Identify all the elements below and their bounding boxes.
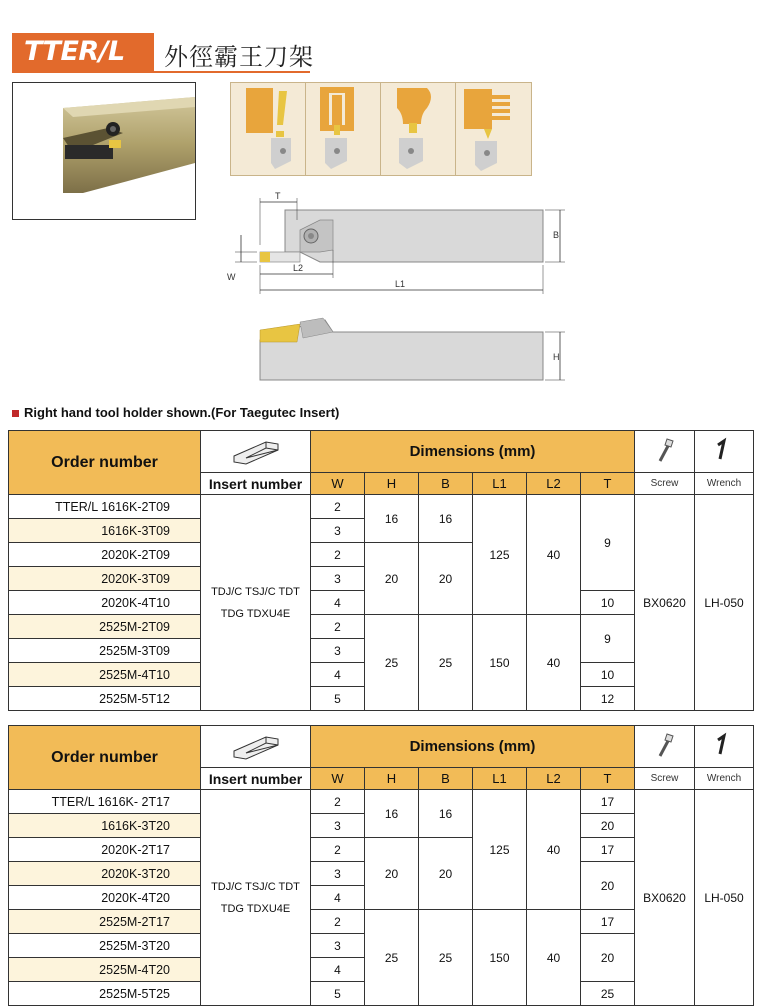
dimension-drawing bbox=[215, 190, 575, 390]
order-number: 2020K-3T20 bbox=[9, 862, 201, 886]
order-number: 2525M-2T17 bbox=[9, 910, 201, 934]
w-value: 4 bbox=[311, 591, 365, 615]
order-number: 2525M-2T09 bbox=[9, 615, 201, 639]
order-number: 2525M-3T09 bbox=[9, 639, 201, 663]
t-value: 9 bbox=[581, 495, 635, 591]
w-value: 4 bbox=[311, 663, 365, 687]
order-number-header: Order number bbox=[9, 431, 201, 495]
b-value: 20 bbox=[419, 543, 473, 615]
insert-number-header: Insert number bbox=[201, 768, 311, 790]
order-number: TTER/L 1616K- 2T17 bbox=[9, 790, 201, 814]
wrench-header: Wrench bbox=[695, 768, 754, 790]
t-value: 17 bbox=[581, 790, 635, 814]
t-value: 12 bbox=[581, 687, 635, 711]
col-t-header: T bbox=[581, 473, 635, 495]
col-l2-header: L2 bbox=[527, 473, 581, 495]
w-value: 4 bbox=[311, 958, 365, 982]
h-value: 20 bbox=[365, 838, 419, 910]
order-number: 2525M-4T10 bbox=[9, 663, 201, 687]
order-number: 1616K-3T20 bbox=[9, 814, 201, 838]
dimensions-header: Dimensions (mm) bbox=[311, 431, 635, 473]
col-l1-header: L1 bbox=[473, 768, 527, 790]
h-value: 16 bbox=[365, 495, 419, 543]
col-h-header: H bbox=[365, 473, 419, 495]
wrench-header: Wrench bbox=[695, 473, 754, 495]
holder-note bbox=[12, 405, 339, 420]
col-l1-header: L1 bbox=[473, 473, 527, 495]
screw-header: Screw bbox=[635, 768, 695, 790]
dimensions-header: Dimensions (mm) bbox=[311, 726, 635, 768]
w-value: 2 bbox=[311, 615, 365, 639]
dim-label-w: W bbox=[227, 272, 236, 282]
insert-header-cell bbox=[201, 726, 311, 768]
screw-value: BX0620 bbox=[635, 790, 695, 1006]
wrench-value: LH-050 bbox=[695, 790, 754, 1006]
holder-note-text: Right hand tool holder shown.(For Taegutec Insert) bbox=[24, 405, 340, 420]
t-value: 25 bbox=[581, 982, 635, 1006]
col-l2-header: L2 bbox=[527, 768, 581, 790]
l2-value: 40 bbox=[527, 495, 581, 615]
insert-line-1: TDJ/C TSJ/C TDT bbox=[211, 880, 300, 893]
order-number: 2020K-4T10 bbox=[9, 591, 201, 615]
insert-numbers bbox=[201, 790, 311, 1006]
w-value: 2 bbox=[311, 495, 365, 519]
w-value: 2 bbox=[311, 910, 365, 934]
dim-label-h: H bbox=[553, 352, 560, 362]
l2-value: 40 bbox=[527, 910, 581, 1006]
l1-value: 125 bbox=[473, 495, 527, 615]
wrench-header-cell bbox=[695, 726, 754, 768]
screw-header: Screw bbox=[635, 473, 695, 495]
insert-header-cell bbox=[201, 431, 311, 473]
screw-header-cell bbox=[635, 431, 695, 473]
t-value: 17 bbox=[581, 910, 635, 934]
order-number: 2525M-3T20 bbox=[9, 934, 201, 958]
w-value: 3 bbox=[311, 567, 365, 591]
t-value: 9 bbox=[581, 615, 635, 663]
w-value: 5 bbox=[311, 982, 365, 1006]
order-number: TTER/L 1616K-2T09 bbox=[9, 495, 201, 519]
order-number: 2020K-3T09 bbox=[9, 567, 201, 591]
table-row bbox=[9, 495, 754, 519]
wrench-value: LH-050 bbox=[695, 495, 754, 711]
tool-holder-photo-icon bbox=[13, 83, 195, 219]
applications-panel bbox=[230, 82, 532, 176]
l1-value: 150 bbox=[473, 615, 527, 711]
w-value: 5 bbox=[311, 687, 365, 711]
bullet-square-icon bbox=[12, 410, 19, 417]
col-h-header: H bbox=[365, 768, 419, 790]
w-value: 3 bbox=[311, 862, 365, 886]
screw-value: BX0620 bbox=[635, 495, 695, 711]
dim-label-l1: L1 bbox=[395, 279, 406, 289]
order-number: 1616K-3T09 bbox=[9, 519, 201, 543]
l1-value: 125 bbox=[473, 790, 527, 910]
order-number: 2525M-4T20 bbox=[9, 958, 201, 982]
screw-header-cell bbox=[635, 726, 695, 768]
screw-icon bbox=[653, 437, 677, 463]
order-number: 2020K-2T09 bbox=[9, 543, 201, 567]
b-value: 25 bbox=[419, 910, 473, 1006]
w-value: 4 bbox=[311, 886, 365, 910]
h-value: 25 bbox=[365, 615, 419, 711]
l1-value: 150 bbox=[473, 910, 527, 1006]
insert-line-2: TDG TDXU4E bbox=[220, 607, 291, 620]
col-w-header: W bbox=[311, 473, 365, 495]
header-underline bbox=[12, 71, 310, 73]
w-value: 3 bbox=[311, 639, 365, 663]
table-row bbox=[9, 790, 754, 814]
order-number: 2525M-5T12 bbox=[9, 687, 201, 711]
insert-number-header: Insert number bbox=[201, 473, 311, 495]
order-number: 2020K-4T20 bbox=[9, 886, 201, 910]
b-value: 16 bbox=[419, 495, 473, 543]
w-value: 3 bbox=[311, 934, 365, 958]
col-w-header: W bbox=[311, 768, 365, 790]
product-title: 外徑霸王刀架 bbox=[164, 43, 314, 71]
t-value: 20 bbox=[581, 862, 635, 910]
l2-value: 40 bbox=[527, 790, 581, 910]
product-photo bbox=[12, 82, 196, 220]
col-b-header: B bbox=[419, 473, 473, 495]
col-b-header: B bbox=[419, 768, 473, 790]
insert-line-2: TDG TDXU4E bbox=[220, 902, 291, 915]
order-number: 2525M-5T25 bbox=[9, 982, 201, 1006]
t-value: 10 bbox=[581, 663, 635, 687]
w-value: 2 bbox=[311, 543, 365, 567]
order-number: 2020K-2T17 bbox=[9, 838, 201, 862]
wrench-header-cell bbox=[695, 431, 754, 473]
spec-table-t09 bbox=[8, 430, 754, 711]
w-value: 3 bbox=[311, 519, 365, 543]
t-value: 10 bbox=[581, 591, 635, 615]
grooving-applications-icon bbox=[231, 83, 531, 175]
insert-numbers bbox=[201, 495, 311, 711]
order-number-header: Order number bbox=[9, 726, 201, 790]
dim-label-l2: L2 bbox=[293, 263, 304, 273]
w-value: 2 bbox=[311, 838, 365, 862]
insert-icon bbox=[226, 434, 286, 466]
insert-icon bbox=[226, 729, 286, 761]
spec-table-t17 bbox=[8, 725, 754, 1006]
h-value: 20 bbox=[365, 543, 419, 615]
w-value: 3 bbox=[311, 814, 365, 838]
w-value: 2 bbox=[311, 790, 365, 814]
l2-value: 40 bbox=[527, 615, 581, 711]
wrench-icon bbox=[712, 437, 736, 463]
t-value: 20 bbox=[581, 814, 635, 838]
h-value: 25 bbox=[365, 910, 419, 1006]
insert-line-1: TDJ/C TSJ/C TDT bbox=[211, 585, 300, 598]
dim-label-b: B bbox=[553, 230, 560, 240]
h-value: 16 bbox=[365, 790, 419, 838]
b-value: 25 bbox=[419, 615, 473, 711]
screw-icon bbox=[653, 732, 677, 758]
product-code-tag: TTER/L bbox=[12, 33, 154, 71]
dim-label-t: T bbox=[275, 191, 281, 201]
b-value: 20 bbox=[419, 838, 473, 910]
wrench-icon bbox=[712, 732, 736, 758]
col-t-header: T bbox=[581, 768, 635, 790]
t-value: 17 bbox=[581, 838, 635, 862]
b-value: 16 bbox=[419, 790, 473, 838]
t-value: 20 bbox=[581, 934, 635, 982]
